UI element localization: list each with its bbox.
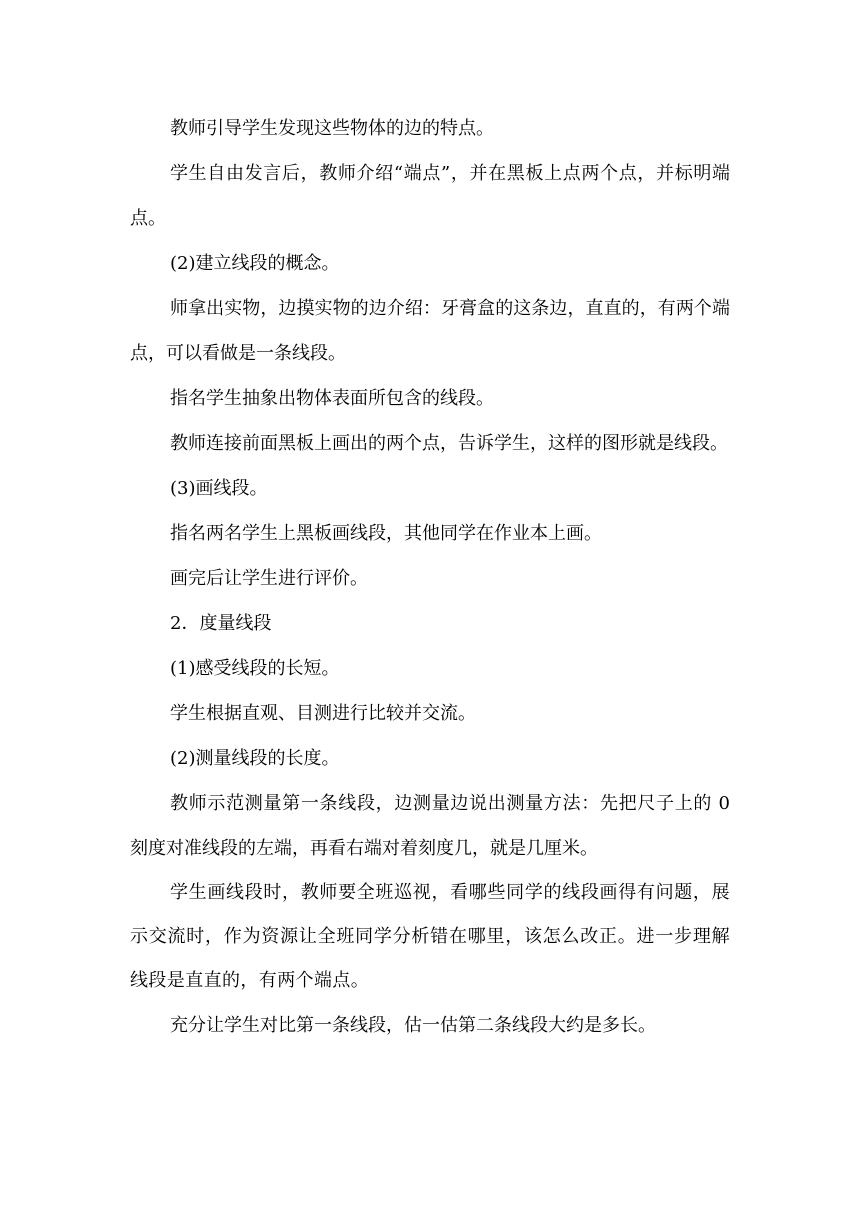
paragraph: 师拿出实物，边摸实物的边介绍：牙膏盒的这条边，直直的，有两个端点，可以看做是一条线段。 [130, 298, 730, 364]
paragraph: 指名两名学生上黑板画线段，其他同学在作业本上画。 [170, 523, 602, 544]
paragraph: (2)建立线段的概念。 [170, 253, 340, 274]
paragraph: 教师示范测量第一条线段，边测量边说出测量方法：先把尺子上的 0 刻度对准线段的左端，再看右端对着刻度几，就是几厘米。 [130, 793, 730, 859]
paragraph: 教师引导学生发现这些物体的边的特点。 [170, 118, 494, 139]
paragraph: (1)感受线段的长短。 [170, 658, 340, 679]
paragraph: (3)画线段。 [170, 478, 268, 499]
paragraph: 指名学生抽象出物体表面所包含的线段。 [170, 388, 494, 409]
document-body [130, 106, 730, 1048]
paragraph: 教师连接前面黑板上画出的两个点，告诉学生，这样的图形就是线段。 [170, 433, 728, 454]
section-heading: 2．度量线段 [170, 613, 272, 634]
paragraph: 学生自由发言后，教师介绍“端点”，并在黑板上点两个点，并标明端点。 [130, 163, 730, 229]
paragraph: 充分让学生对比第一条线段，估一估第二条线段大约是多长。 [170, 1015, 656, 1036]
paragraph: 学生根据直观、目测进行比较并交流。 [170, 703, 476, 724]
paragraph: 画完后让学生进行评价。 [170, 568, 368, 589]
paragraph: (2)测量线段的长度。 [170, 748, 340, 769]
paragraph: 学生画线段时，教师要全班巡视，看哪些同学的线段画得有问题，展示交流时，作为资源让全班同学分析错在哪里，该怎么改正。进一步理解线段是直直的，有两个端点。 [130, 882, 730, 991]
